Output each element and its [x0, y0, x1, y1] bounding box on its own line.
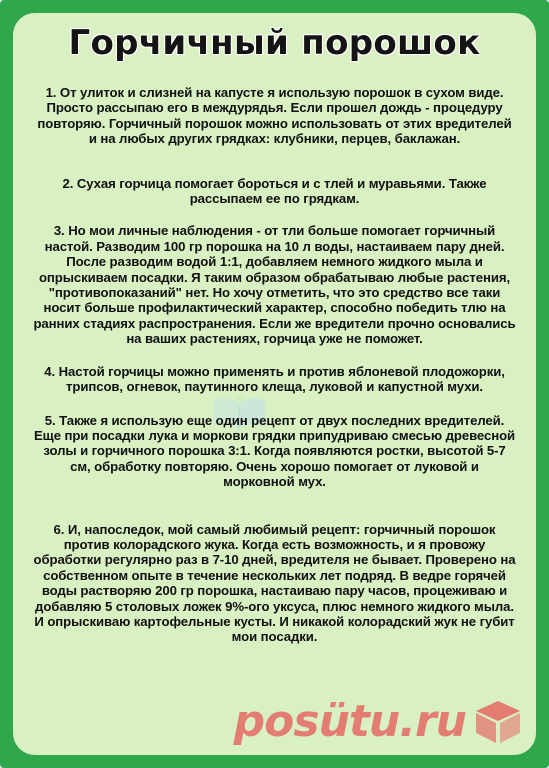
paragraph-5: 5. Также я использую еще один рецепт от двух последних вредителей. Еще при посадки лука и моркови грядки припудриваю смесью древесной золы и горчичного порошка 3:1. Когда появляются ростки, высотой 5-7 см, обработку повторяю. Очень хорошо помогает от луковой и морковной мух.: [33, 412, 516, 490]
paragraph-3: 3. Но мои личные наблюдения - от тли больше помогает горчичный настой. Разводим 100 гр порошка на 10 л воды, настаиваем пару дней. После разводим водой 1:1, добавляем немного жидкого мыла и опрыскиваем посадки. Я таким образом обрабатываю любые растения, "противопоказаний" нет. Но хочу отметить, что это средство все таки носит больше профилактический характер, способно победить тлю на ранних стадиях распространения. Если же вредители прочно основались на ваших растениях, горчица уже не поможет.: [33, 223, 516, 347]
article-body: [33, 85, 516, 645]
paragraph-1: 1. От улиток и слизней на капусте я использую порошок в сухом виде. Просто рассыпаю его в междурядья. Если прошел дождь - процедуру повторяю. Горчичный порошок можно использовать от этих вредителей и на любых других грядках: клубники, перцев, баклажан.: [37, 85, 512, 147]
posutu-cube-icon: [472, 697, 524, 745]
paragraph-6: 6. И, напоследок, мой самый любимый рецепт: горчичный порошок против колорадского жука. Когда есть возможность, и я провожу обработки регулярно раз в 7-10 дней, вредителя не бывает. Проверено на собственном опыте в течение нескольких лет подряд. В ведре горячей воды растворяю 200 гр порошка, настаиваю пару часов, процеживаю и добавляю 5 столовых ложек 9%-ого уксуса, плюс немного жидкого мыла. И опрыскиваю картофельные кусты. И никакой колорадский жук не губит мои посадки.: [33, 521, 516, 645]
page-title: Горчичный порошок: [68, 23, 481, 63]
content-card: [13, 13, 536, 755]
paragraph-4: 4. Настой горчицы можно применять и против яблоневой плодожорки, трипсов, огневок, паутинного клеща, луковой и капустной мухи.: [44, 363, 505, 395]
site-watermark: [233, 695, 528, 753]
site-watermark-text: posütu.ru: [233, 696, 466, 747]
paragraph-2: 2. Сухая горчица помогает бороться и с тлей и муравьями. Также рассыпаем ее по грядкам.: [62, 175, 487, 207]
